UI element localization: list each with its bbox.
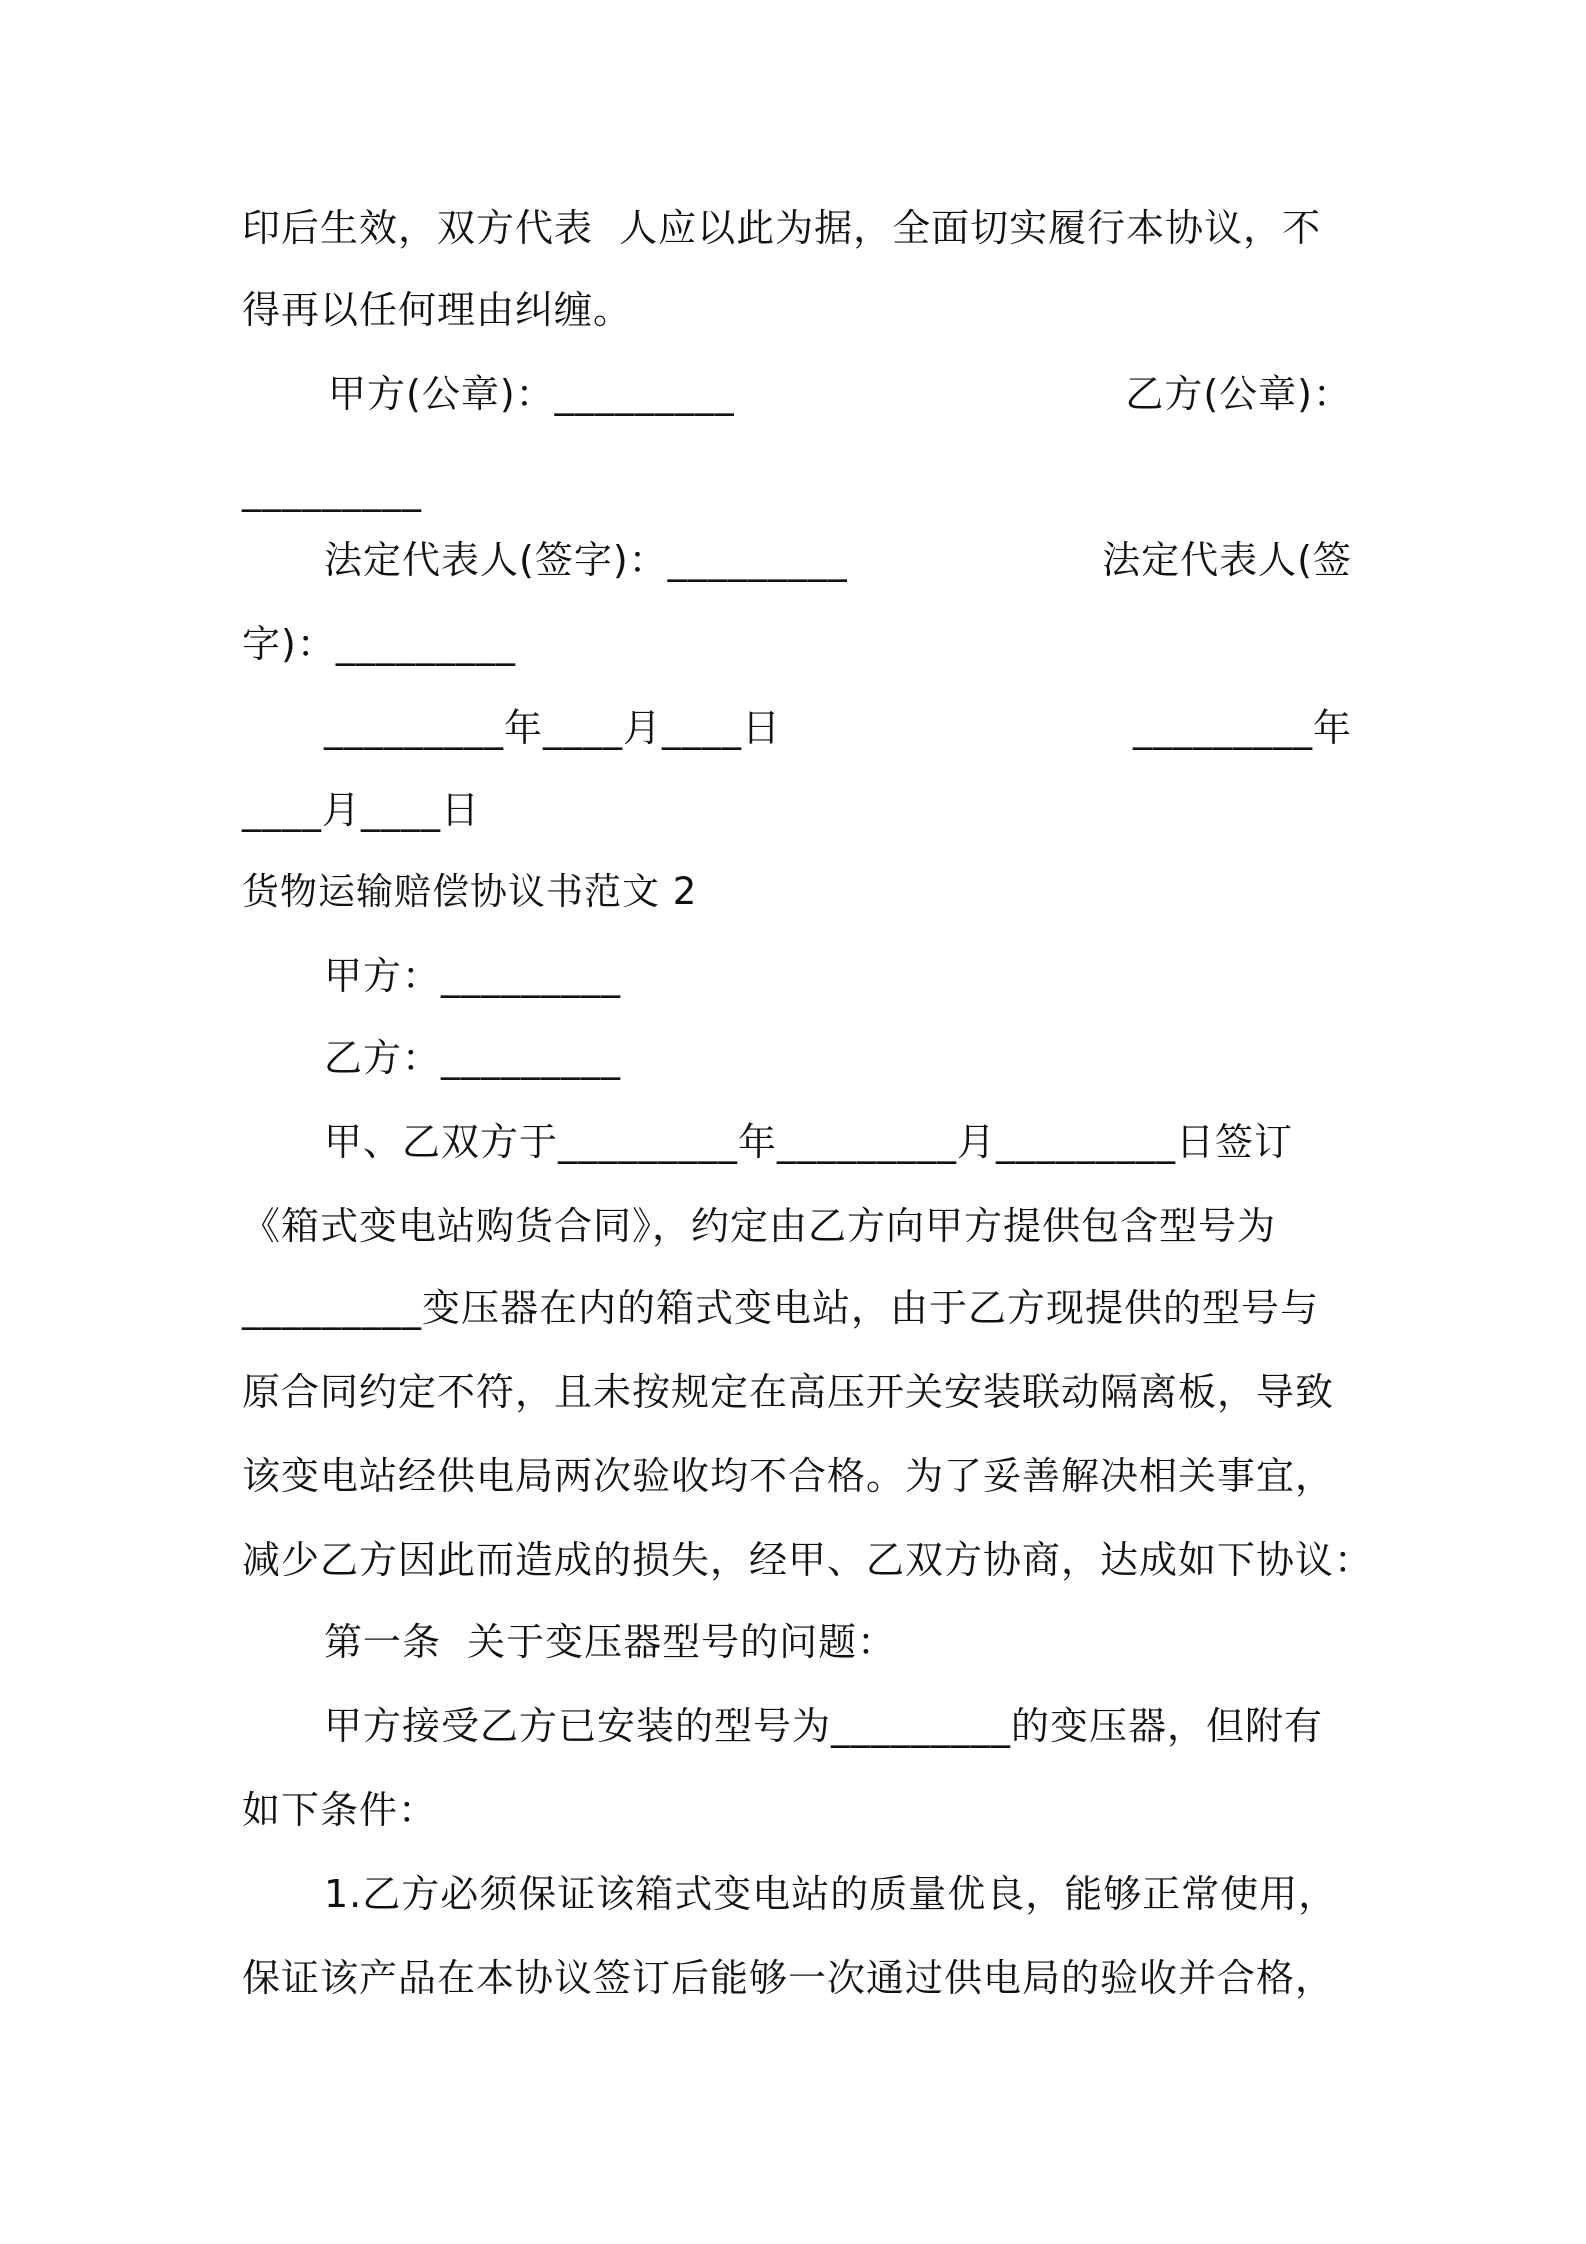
section-title: 货物运输赔偿协议书范文 2 [242,870,698,913]
paragraph-line: 印后生效，双方代表 人应以此为据，全面切实履行本协议，不 [242,206,1322,250]
party-b-representative: 法定代表人(签 [1102,538,1352,582]
body-line: 该变电站经供电局两次验收均不合格。为了妥善解决相关事宜， [242,1454,1335,1498]
body-line: 《箱式变电站购货合同》，约定由乙方向甲方提供包含型号为 [242,1204,1277,1248]
paragraph-line: 得再以任何理由纠缠。 [242,288,633,332]
body-line: 甲方接受乙方已安装的型号为_________的变压器，但附有 [324,1704,1324,1748]
body-line: _________变压器在内的箱式变电站，由于乙方现提供的型号与 [242,1286,1320,1330]
party-b-date: _________年 [1132,706,1352,750]
party-b-seal-blank: _________ [242,468,422,512]
body-line: 原合同约定不符，且未按规定在高压开关安装联动隔离板，导致 [242,1370,1335,1414]
party-a-date: _________年____月____日 [324,706,782,750]
body-line: 减少乙方因此而造成的损失，经甲、乙双方协商，达成如下协议： [242,1538,1374,1582]
party-a-seal: 甲方(公章)：_________ [328,372,735,416]
party-b-seal: 乙方(公章)： [1125,372,1352,416]
party-a-representative: 法定代表人(签字)：_________ [324,538,848,582]
party-b-representative-cont: 字)：_________ [242,622,516,666]
party-b-date-cont: ____月____日 [242,788,481,832]
body-line: 如下条件： [242,1788,438,1832]
body-line: 甲、乙双方于_________年_________月_________日签订 [324,1120,1294,1164]
article-heading: 第一条 关于变压器型号的问题： [324,1620,897,1664]
body-line: 1.乙方必须保证该箱式变电站的质量优良，能够正常使用， [324,1872,1338,1916]
party-b-line: 乙方：_________ [324,1036,622,1080]
party-a-line: 甲方：_________ [324,954,622,998]
body-line: 保证该产品在本协议签订后能够一次通过供电局的验收并合格， [242,1956,1335,2000]
